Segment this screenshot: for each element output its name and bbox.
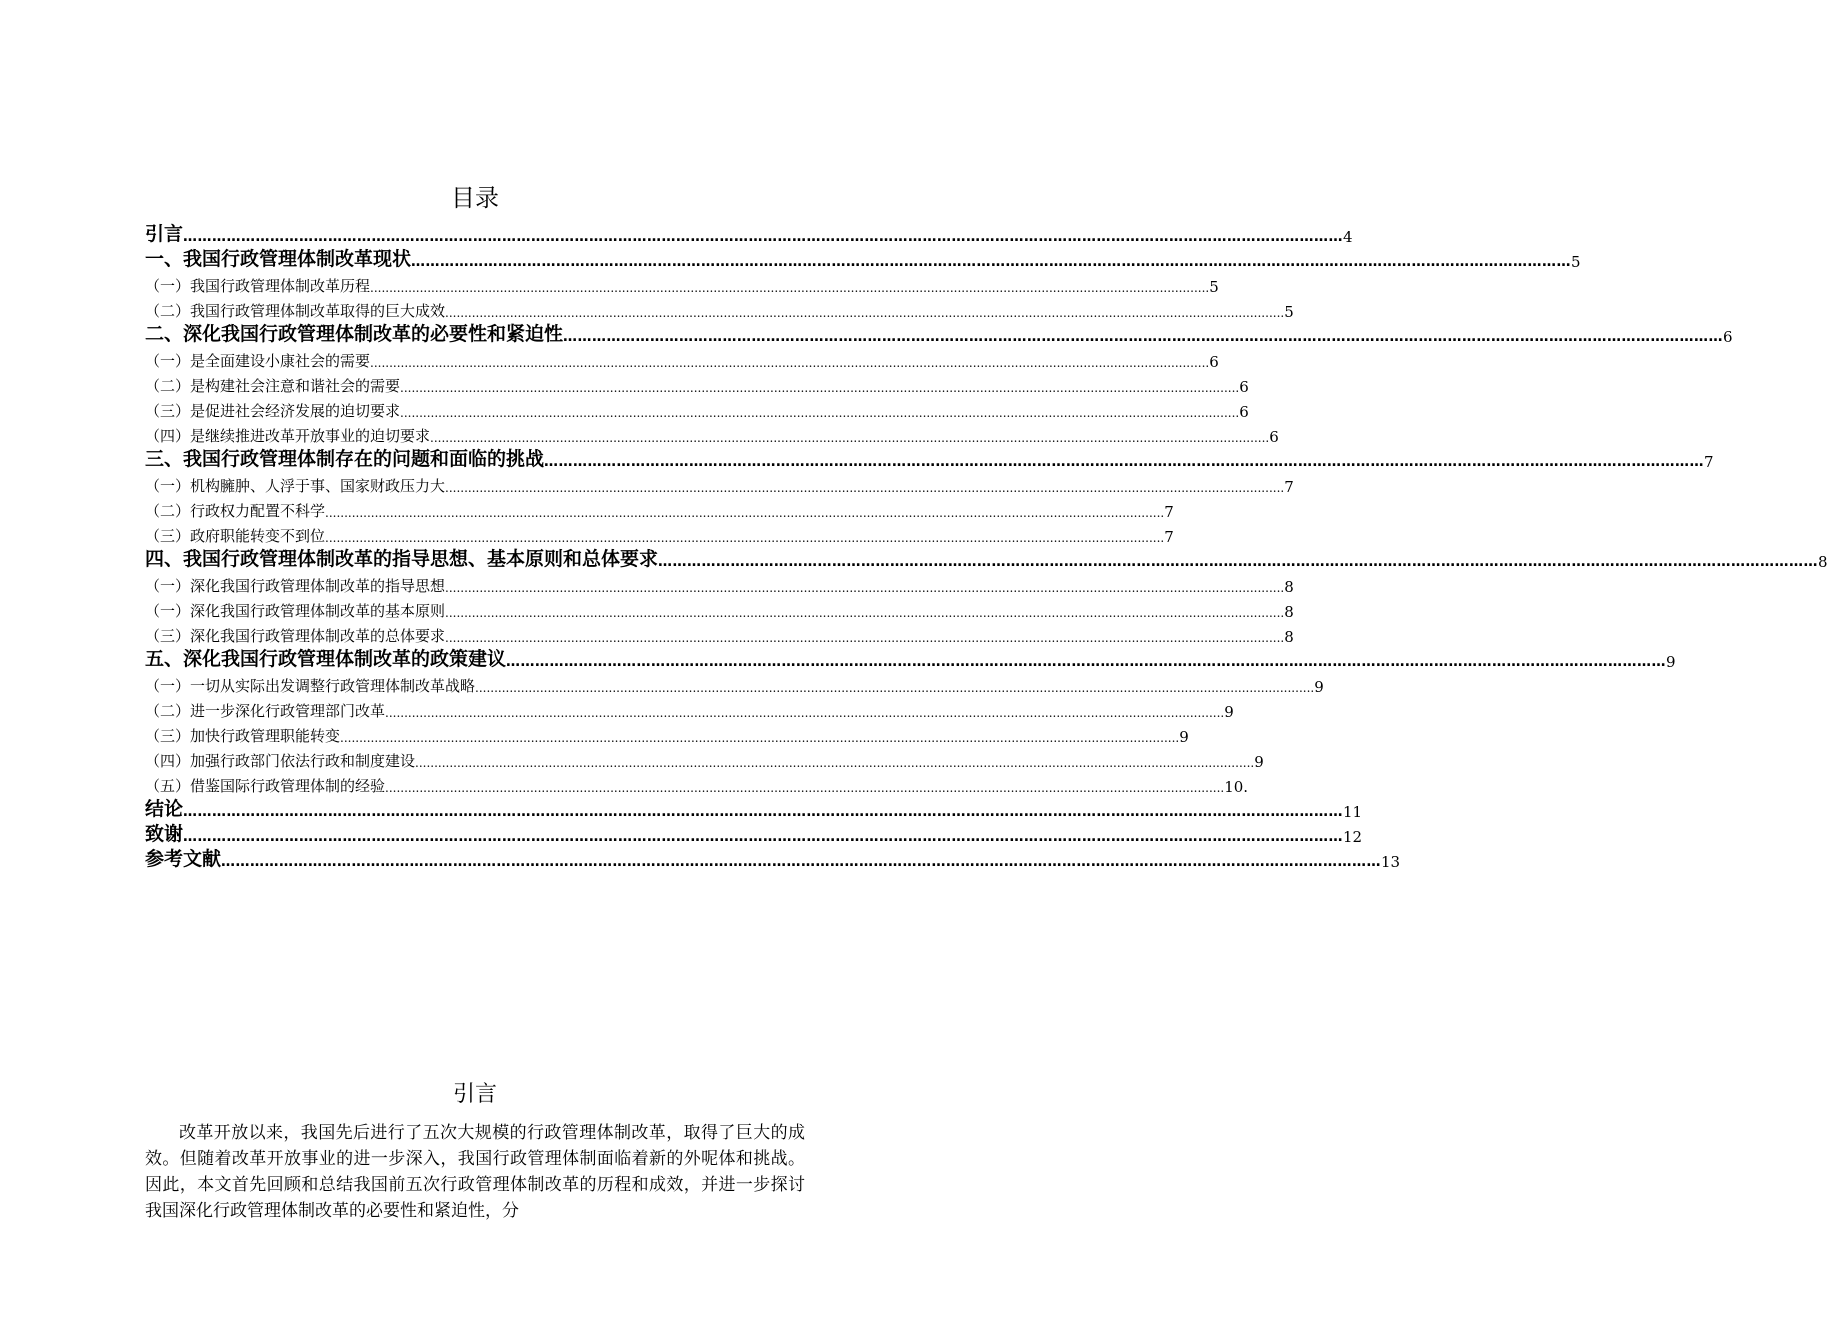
toc-entry-page: 13	[1381, 853, 1401, 871]
toc-leader-dots: ............................................................................................................................................................................................................................	[445, 606, 1285, 620]
toc-entry-page: 6	[1269, 428, 1279, 446]
toc-leader-dots: ............................................................................................................................................................................................................................	[370, 356, 1210, 370]
toc-entry-page: 5	[1284, 303, 1294, 321]
toc-entry[interactable]	[145, 822, 1363, 847]
toc-entry-page: 9	[1254, 753, 1264, 771]
toc-leader-dots: ............................................................................................................................................................................................................................	[385, 781, 1225, 795]
toc-entry-label: （一）机构臃肿、人浮于事、国家财政压力大	[145, 477, 446, 495]
toc-entry-label: （三）是促进社会经济发展的迫切要求	[145, 402, 401, 420]
toc-entry-label: （一）我国行政管理体制改革历程	[145, 277, 371, 295]
toc-entry-label: （二）是构建社会注意和谐社会的需要	[145, 377, 401, 395]
toc-entry[interactable]	[145, 672, 1324, 697]
toc-leader-dots: ……………………………………………………………………………………………………………………………………………………………………………………………………………………	[183, 229, 1344, 245]
toc-leader-dots: ……………………………………………………………………………………………………………………………………………………………………………………………………………………	[183, 804, 1344, 820]
toc-entry-page: 9	[1666, 653, 1676, 671]
toc-entry[interactable]	[145, 847, 1401, 872]
toc-entry[interactable]	[145, 347, 1219, 372]
toc-leader-dots: ……………………………………………………………………………………………………………………………………………………………………………………………………………………	[544, 454, 1705, 470]
toc-entry-page: 9	[1314, 678, 1324, 696]
toc-leader-dots: ……………………………………………………………………………………………………………………………………………………………………………………………………………………	[221, 854, 1382, 870]
toc-leader-dots: ……………………………………………………………………………………………………………………………………………………………………………………………………………………	[506, 654, 1667, 670]
toc-entry-page: 8	[1284, 628, 1294, 646]
toc-leader-dots: ............................................................................................................................................................................................................................	[400, 381, 1240, 395]
toc-entry-label: （四）加强行政部门依法行政和制度建设	[145, 752, 416, 770]
toc-entry-page: 6	[1239, 378, 1249, 396]
toc-entry-page: 11	[1343, 803, 1363, 821]
toc-entry-label: （一）深化我国行政管理体制改革的指导思想	[145, 577, 446, 595]
toc-leader-dots: ............................................................................................................................................................................................................................	[415, 756, 1255, 770]
toc-entry-label: 结论	[145, 798, 184, 820]
toc-entry-label: （三）加快行政管理职能转变	[145, 727, 341, 745]
toc-leader-dots: ……………………………………………………………………………………………………………………………………………………………………………………………………………………	[563, 329, 1724, 345]
toc-entry-page: 6	[1723, 328, 1733, 346]
toc-entry-label: （一）是全面建设小康社会的需要	[145, 352, 371, 370]
toc-entry-label: （二）我国行政管理体制改革取得的巨大成效	[145, 302, 446, 320]
toc-entry[interactable]	[145, 547, 1828, 572]
toc-entry-page: 4	[1343, 228, 1353, 246]
toc-entry[interactable]	[145, 247, 1581, 272]
toc-entry-page: 8	[1284, 578, 1294, 596]
toc-leader-dots: ............................................................................................................................................................................................................................	[400, 406, 1240, 420]
intro-body	[145, 1120, 805, 1224]
toc-entry[interactable]	[145, 697, 1234, 722]
toc-title: 目录	[451, 184, 499, 212]
toc-entry-page: 12	[1343, 828, 1363, 846]
toc-entry-label: 四、我国行政管理体制改革的指导思想、基本原则和总体要求	[145, 548, 659, 570]
toc-entry[interactable]	[145, 572, 1294, 597]
toc-leader-dots: ............................................................................................................................................................................................................................	[325, 506, 1165, 520]
toc-leader-dots: ............................................................................................................................................................................................................................	[370, 281, 1210, 295]
toc-entry[interactable]	[145, 447, 1714, 472]
toc-leader-dots: ............................................................................................................................................................................................................................	[445, 631, 1285, 645]
toc-leader-dots: ............................................................................................................................................................................................................................	[430, 431, 1270, 445]
table-of-contents	[145, 222, 1828, 872]
toc-entry-page: 8	[1284, 603, 1294, 621]
toc-entry[interactable]	[145, 722, 1189, 747]
toc-entry-label: 致谢	[145, 823, 184, 845]
toc-entry-label: （二）进一步深化行政管理部门改革	[145, 702, 386, 720]
toc-leader-dots: ............................................................................................................................................................................................................................	[325, 531, 1165, 545]
toc-entry[interactable]	[145, 272, 1219, 297]
toc-entry[interactable]	[145, 747, 1264, 772]
toc-entry-page: 6	[1239, 403, 1249, 421]
toc-entry-page: 5	[1571, 253, 1581, 271]
toc-entry-page: 9	[1179, 728, 1189, 746]
toc-entry[interactable]	[145, 322, 1733, 347]
toc-leader-dots: ……………………………………………………………………………………………………………………………………………………………………………………………………………………	[411, 254, 1572, 270]
toc-entry-label: 二、深化我国行政管理体制改革的必要性和紧迫性	[145, 323, 564, 345]
toc-entry-page: 6	[1209, 353, 1219, 371]
toc-entry-label: 三、我国行政管理体制存在的问题和面临的挑战	[145, 448, 545, 470]
toc-entry[interactable]	[145, 397, 1249, 422]
toc-leader-dots: ……………………………………………………………………………………………………………………………………………………………………………………………………………………	[183, 829, 1344, 845]
toc-entry-label: 五、深化我国行政管理体制改革的政策建议	[145, 648, 507, 670]
toc-entry-label: （四）是继续推进改革开放事业的迫切要求	[145, 427, 431, 445]
toc-leader-dots: ............................................................................................................................................................................................................................	[475, 681, 1315, 695]
toc-entry[interactable]	[145, 597, 1294, 622]
toc-entry-label: 引言	[145, 223, 184, 245]
toc-entry-label: （三）政府职能转变不到位	[145, 527, 326, 545]
toc-entry-label: （三）深化我国行政管理体制改革的总体要求	[145, 627, 446, 645]
intro-paragraph: 改革开放以来，我国先后进行了五次大规模的行政管理体制改革，取得了巨大的成效。但随着改革开放事业的进一步深入，我国行政管理体制面临着新的外呢体和挑战。因此，本文首先回顾和总结我国前五次行政管理体制改革的历程和成效，并进一步探讨我国深化行政管理体制改革的必要性和紧迫性，分	[145, 1123, 805, 1221]
toc-entry[interactable]	[145, 372, 1249, 397]
toc-entry[interactable]	[145, 797, 1363, 822]
toc-entry-label: （一）一切从实际出发调整行政管理体制改革战略	[145, 677, 476, 695]
toc-entry-page: 7	[1284, 478, 1294, 496]
toc-leader-dots: ............................................................................................................................................................................................................................	[385, 706, 1225, 720]
toc-entry-label: （一）深化我国行政管理体制改革的基本原则	[145, 602, 446, 620]
toc-leader-dots: ............................................................................................................................................................................................................................	[340, 731, 1180, 745]
intro-heading: 引言	[452, 1082, 497, 1107]
toc-entry-label: （五）借鉴国际行政管理体制的经验	[145, 777, 386, 795]
toc-leader-dots: ............................................................................................................................................................................................................................	[445, 306, 1285, 320]
toc-entry-page: 8	[1818, 553, 1828, 571]
toc-entry-page: 9	[1224, 703, 1234, 721]
toc-entry-page: 7	[1164, 528, 1174, 546]
toc-entry[interactable]	[145, 772, 1249, 797]
toc-entry[interactable]	[145, 497, 1174, 522]
toc-entry[interactable]	[145, 472, 1294, 497]
toc-entry-label: （二）行政权力配置不科学	[145, 502, 326, 520]
toc-leader-dots: ……………………………………………………………………………………………………………………………………………………………………………………………………………………	[658, 554, 1819, 570]
toc-entry-page: 10.	[1224, 778, 1249, 796]
toc-entry-page: 7	[1164, 503, 1174, 521]
toc-entry-page: 5	[1209, 278, 1219, 296]
toc-entry[interactable]	[145, 647, 1676, 672]
toc-leader-dots: ............................................................................................................................................................................................................................	[445, 481, 1285, 495]
toc-entry-page: 7	[1704, 453, 1714, 471]
toc-entry-label: 一、我国行政管理体制改革现状	[145, 248, 412, 270]
toc-entry-label: 参考文献	[145, 848, 222, 870]
toc-leader-dots: ............................................................................................................................................................................................................................	[445, 581, 1285, 595]
